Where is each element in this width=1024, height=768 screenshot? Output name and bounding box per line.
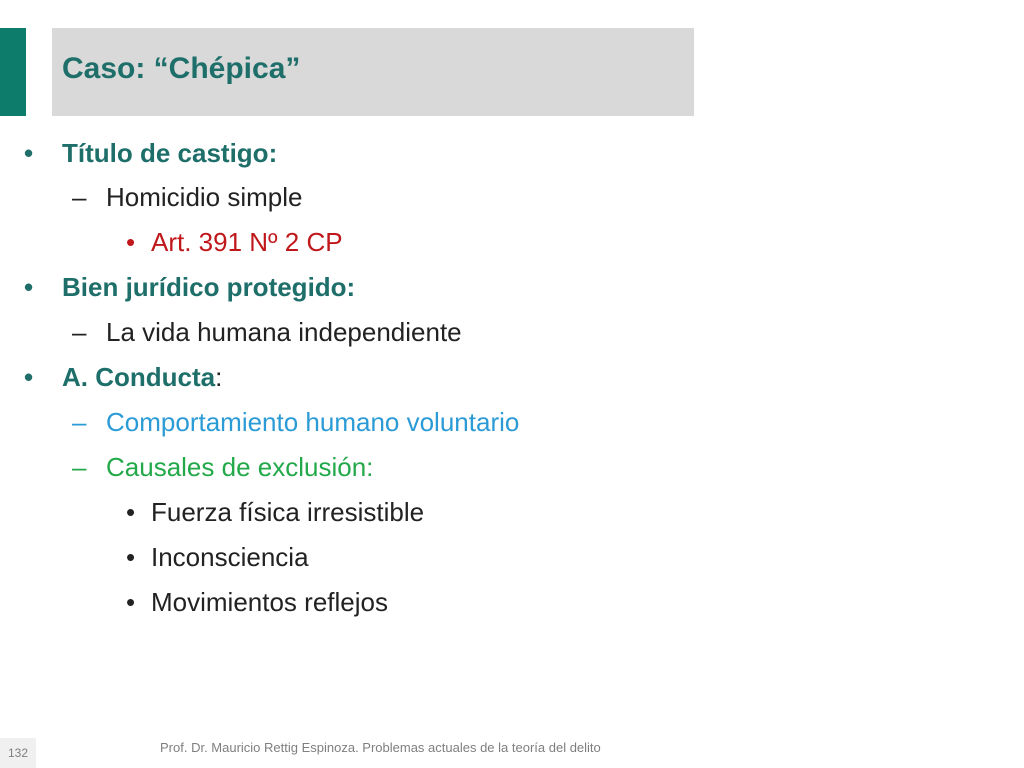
bullet-label: Art. 391 Nº 2 CP — [151, 227, 343, 257]
bullet-label: Inconsciencia — [151, 542, 309, 572]
dash-marker: – — [72, 452, 87, 482]
bullet-label: Movimientos reflejos — [151, 587, 388, 617]
bullet-marker: • — [24, 362, 34, 392]
title-box — [52, 28, 694, 116]
dash-marker: – — [72, 407, 87, 437]
bullet-marker: • — [126, 542, 136, 572]
bullet-label: La vida humana independiente — [106, 317, 462, 347]
slide-title: Caso: “Chépica” — [62, 52, 301, 85]
bullet-marker: • — [24, 138, 34, 168]
bullet-label: Título de castigo: — [62, 138, 278, 168]
bullet-label: Fuerza física irresistible — [151, 497, 425, 527]
dash-marker: – — [72, 182, 87, 212]
bullet-label: Comportamiento humano voluntario — [106, 407, 520, 437]
dash-marker: – — [72, 317, 87, 347]
title-accent-bar — [0, 28, 26, 116]
slide-footer: Prof. Dr. Mauricio Rettig Espinoza. Problemas actuales de la teoría del delito — [160, 740, 601, 755]
bullet-text-wrap — [62, 362, 222, 392]
bullet-marker: • — [24, 272, 34, 302]
page-number: 132 — [0, 738, 36, 768]
bullet-label: Bien jurídico protegido: — [62, 272, 356, 302]
bullet-marker: • — [126, 497, 136, 527]
bullet-label: Causales de exclusión: — [106, 452, 374, 482]
bullet-label: Homicidio simple — [106, 182, 303, 212]
bullet-marker: • — [126, 587, 136, 617]
bullet-label: A. Conducta — [62, 362, 216, 392]
bullet-marker: • — [126, 227, 136, 257]
bullet-colon: : — [215, 362, 223, 392]
